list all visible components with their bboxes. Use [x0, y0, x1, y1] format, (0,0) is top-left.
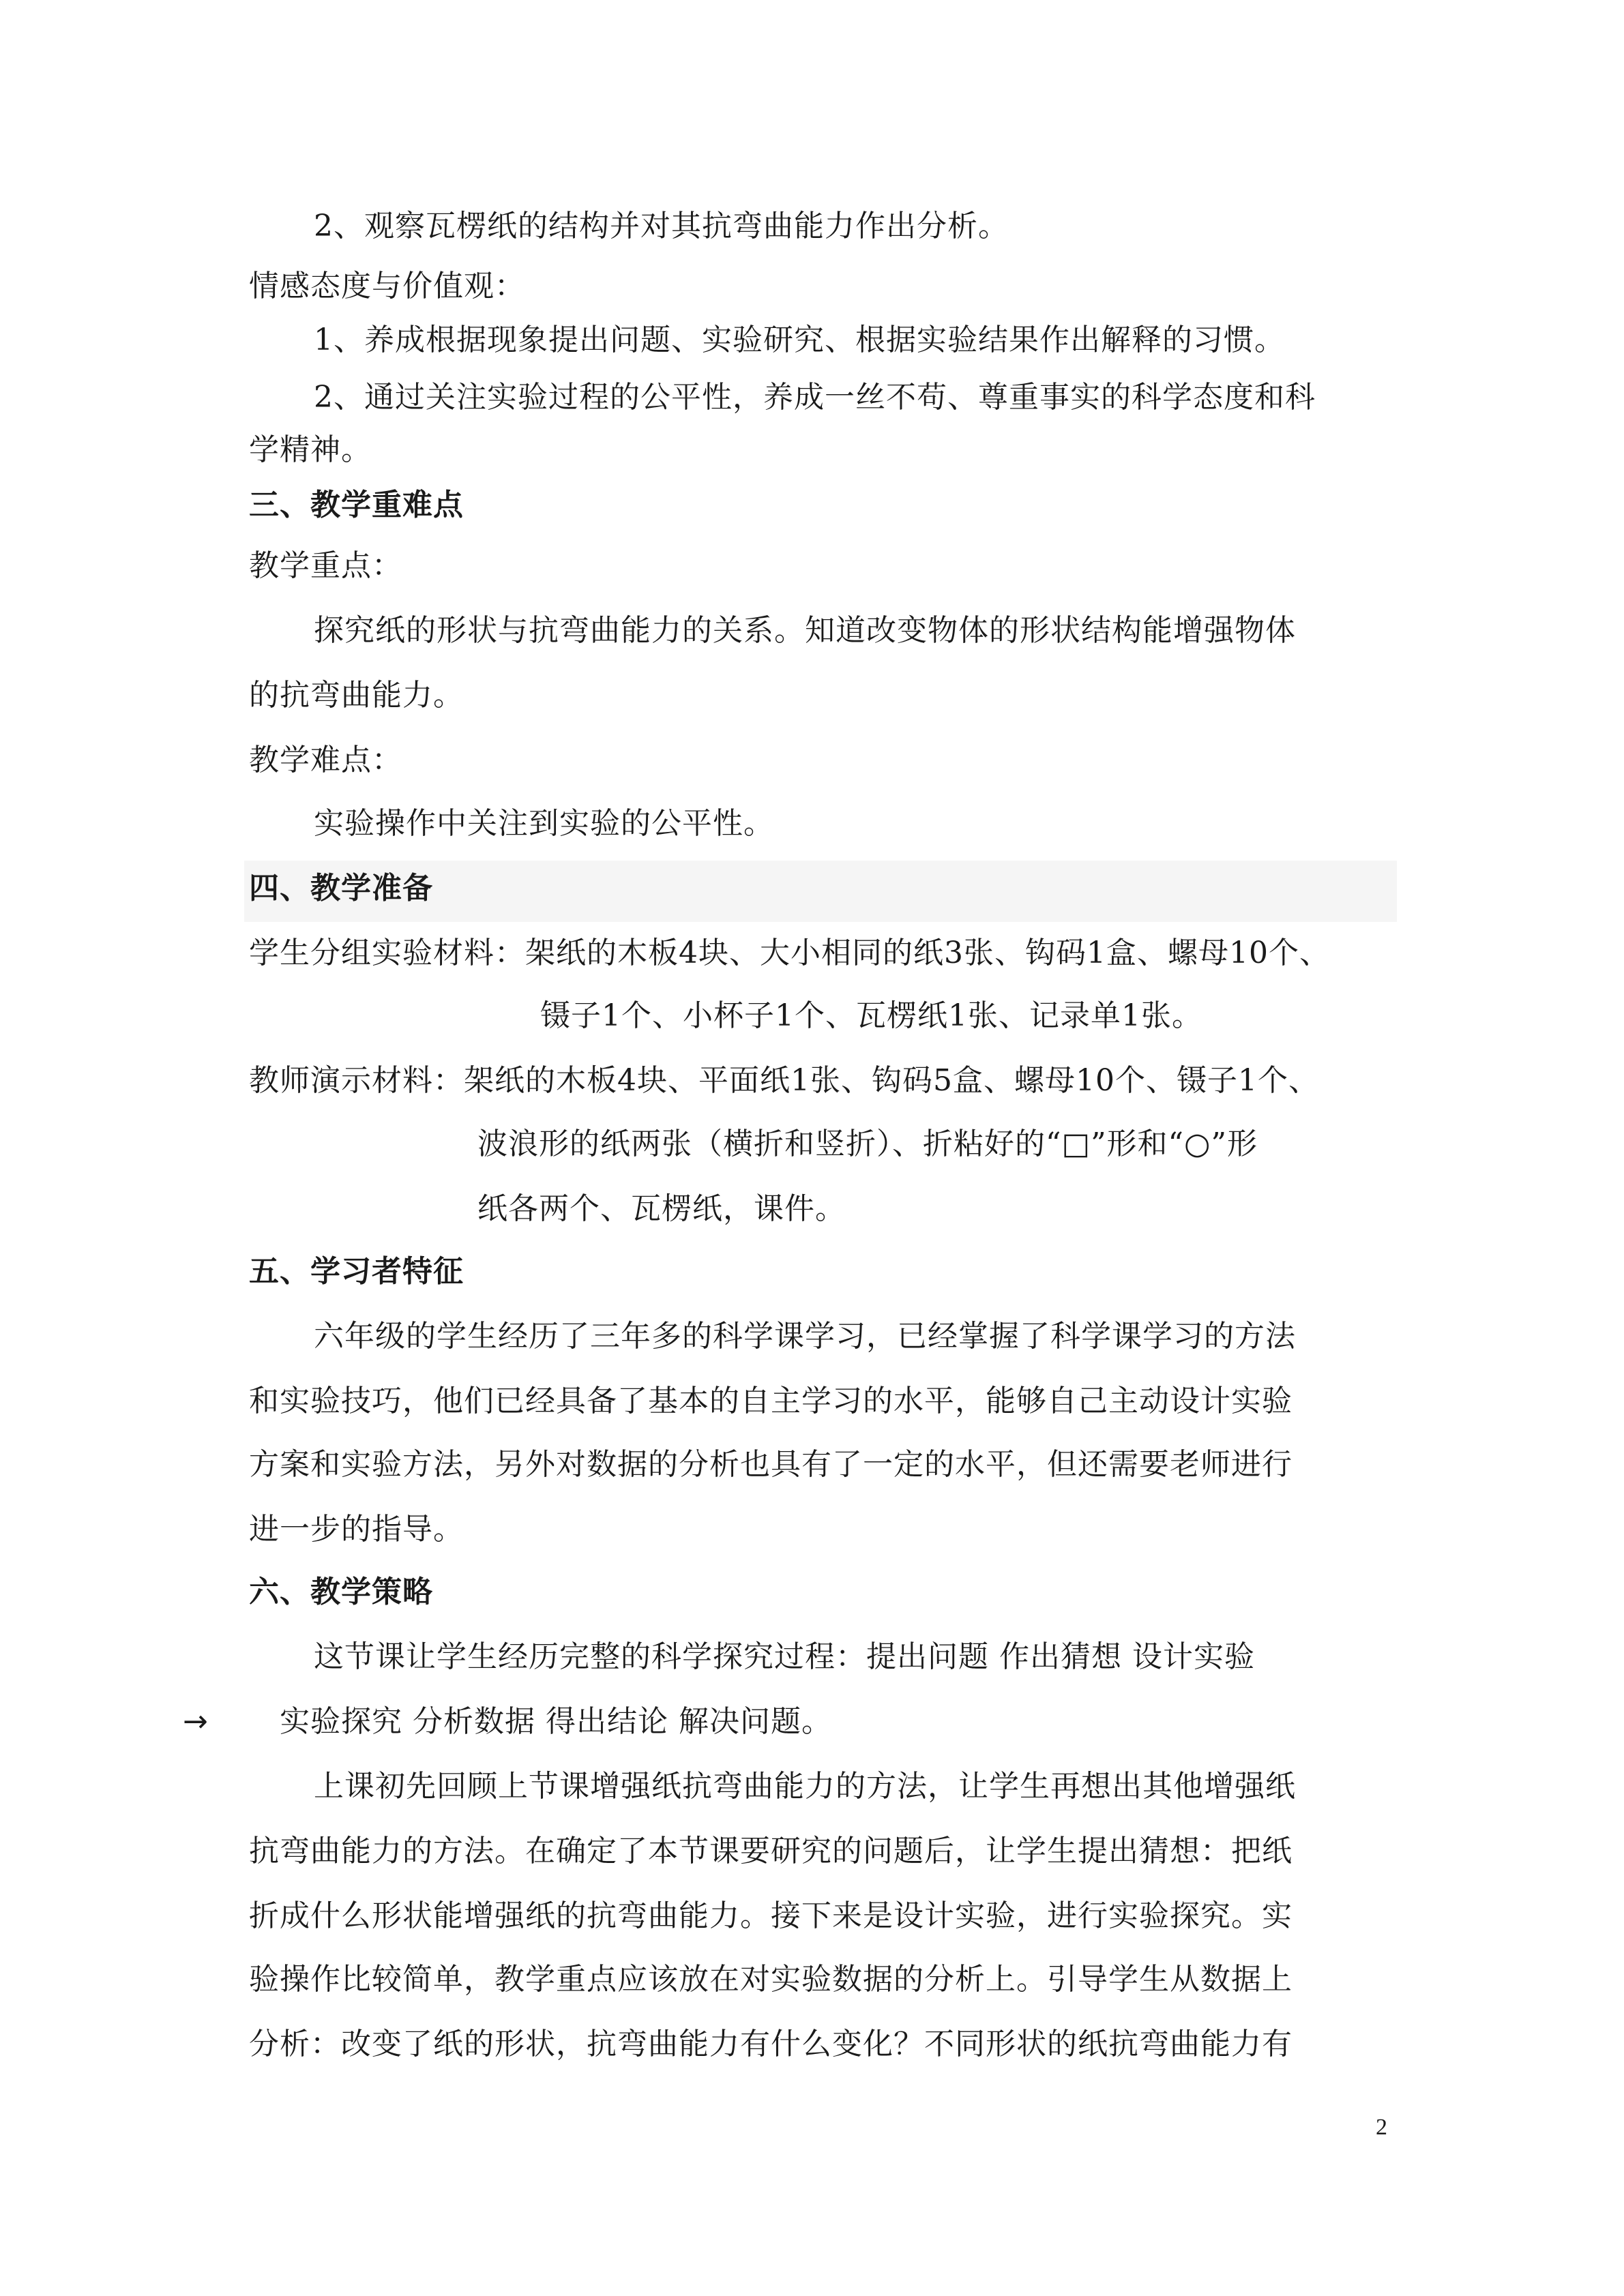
page-number: 2 [1376, 2115, 1387, 2140]
teacher-materials-line3: 纸各两个、瓦楞纸，课件。 [477, 1191, 846, 1226]
learner-line3: 方案和实验方法，另外对数据的分析也具有了一定的水平，但还需要老师进行 [249, 1447, 1293, 1482]
strategy-p2-line1: 上课初先回顾上节课增强纸抗弯曲能力的方法，让学生再想出其他增强纸 [314, 1769, 1296, 1804]
strategy-line1: 这节课让学生经历完整的科学探究过程：提出问题 作出猜想 设计实验 [314, 1639, 1255, 1674]
section5-heading: 五、学习者特征 [249, 1254, 464, 1289]
emotion-heading: 情感态度与价值观： [249, 269, 525, 303]
knowledge-item-2: 2、观察瓦楞纸的结构并对其抗弯曲能力作出分析。 [314, 209, 1009, 243]
key-point-line1: 探究纸的形状与抗弯曲能力的关系。知道改变物体的形状结构能增强物体 [314, 613, 1296, 648]
student-materials-line1: 学生分组实验材料：架纸的木板4块、大小相同的纸3张、钩码1盒、螺母10个、 [249, 936, 1330, 970]
emotion-item-2-line1: 2、通过关注实验过程的公平性，养成一丝不苟、尊重事实的科学态度和科 [314, 380, 1316, 415]
learner-line1: 六年级的学生经历了三年多的科学课学习，已经掌握了科学课学习的方法 [314, 1319, 1296, 1354]
student-materials-line2: 镊子1个、小杯子1个、瓦楞纸1张、记录单1张。 [540, 998, 1202, 1033]
arrow-icon: → [183, 1704, 208, 1739]
strategy-p2-line2: 抗弯曲能力的方法。在确定了本节课要研究的问题后，让学生提出猜想：把纸 [249, 1834, 1293, 1868]
strategy-p2-line5: 分析：改变了纸的形状，抗弯曲能力有什么变化？不同形状的纸抗弯曲能力有 [249, 2027, 1293, 2061]
emotion-item-1: 1、养成根据现象提出问题、实验研究、根据实验结果作出解释的习惯。 [314, 323, 1285, 357]
teacher-materials-line1: 教师演示材料：架纸的木板4块、平面纸1张、钩码5盒、螺母10个、镊子1个、 [249, 1063, 1319, 1098]
strategy-line2: 实验探究 分析数据 得出结论 解决问题。 [280, 1704, 832, 1739]
strategy-p2-line4: 验操作比较简单，教学重点应该放在对实验数据的分析上。引导学生从数据上 [249, 1962, 1293, 1997]
learner-line2: 和实验技巧，他们已经具备了基本的自主学习的水平，能够自己主动设计实验 [249, 1384, 1293, 1418]
section3-heading: 三、教学重难点 [249, 488, 464, 522]
learner-line4: 进一步的指导。 [249, 1512, 464, 1547]
key-point-label: 教学重点： [249, 548, 402, 583]
difficulty-label: 教学难点： [249, 743, 402, 777]
key-point-line2: 的抗弯曲能力。 [249, 678, 464, 713]
section4-heading: 四、教学准备 [249, 871, 433, 906]
strategy-p2-line3: 折成什么形状能增强纸的抗弯曲能力。接下来是设计实验，进行实验探究。实 [249, 1898, 1293, 1933]
teacher-materials-line2: 波浪形的纸两张（横折和竖折）、折粘好的“□”形和“○”形 [477, 1127, 1258, 1161]
section6-heading: 六、教学策略 [249, 1575, 433, 1609]
difficulty-text: 实验操作中关注到实验的公平性。 [314, 806, 774, 841]
emotion-item-2-line2: 学精神。 [249, 432, 372, 467]
